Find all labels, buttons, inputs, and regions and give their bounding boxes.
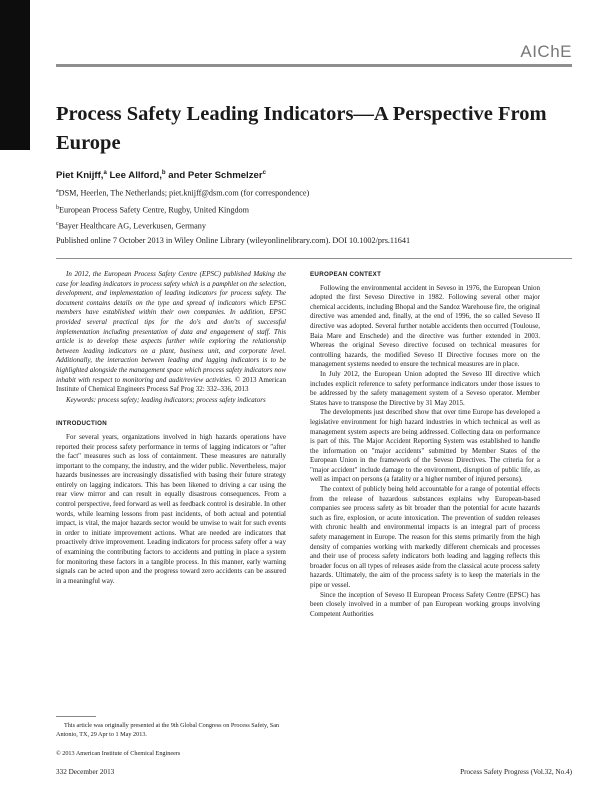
section-heading-european-context: EUROPEAN CONTEXT: [310, 271, 382, 278]
publisher-logo: AIChE: [520, 42, 572, 61]
affiliation: [56, 201, 556, 218]
header-rule: [56, 64, 572, 67]
author-sup: b: [161, 170, 166, 176]
left-column: [56, 270, 286, 586]
footer-journal: Process Safety Progress (Vol.32, No.4): [460, 768, 572, 776]
affiliation-text: Bayer Healthcare AG, Leverkusen, Germany: [58, 222, 206, 232]
paragraph: Since the inception of Seveso II European Process Safety Centre (EPSC) has been closely involved in a number of pan European working groups involving Competent Authorities: [310, 590, 540, 618]
paragraph: For several years, organizations involved in high hazards operations have reported their process safety performance in terms of lagging indicators or "after the fact" measures such as loss of containment. These measures are naturally important to the company, the industry, and the wider public. Nevertheless, major hazards businesses are increasingly dissatisfied with basing their future strategy entirely on lagging indicators. This has been likened to driving a car using the rear view mirror and can result in equally disastrous consequences. From a control perspective, feed forward as well as feedback control is desirable. In other words, while learning lessons from past incidents, of both actual and potential impact, is vital, the major hazards sector would be unwise to wait for such events in order to initiate improvement actions. What are needed are indicators that proactively drive improvement. Leading indicators for process safety offer a way of examining the contributing factors to accidents and putting in place a system for monitoring these factors in a tangible process. In this manner, early warning signals can be acted upon and the progress toward zero accidents can be assured in a meaningful way.: [56, 432, 286, 585]
publication-info: Published online 7 October 2013 in Wiley Online Library (wileyonlinelibrary.com). DOI 10.1002/prs.11641: [56, 236, 411, 245]
affiliation-text: DSM, Heerlen, The Netherlands; piet.knijff@dsm.com (for correspondence): [58, 188, 310, 198]
section-heading-introduction: INTRODUCTION: [56, 420, 108, 428]
affiliation: [56, 217, 556, 234]
affiliation-sup: c: [56, 221, 59, 228]
abstract-citation: © 2013 American Institute of Chemical Engineers Process Saf Prog 32: 332–336, 2013: [56, 375, 286, 394]
footnote: [56, 722, 286, 739]
abstract-text: In 2012, the European Process Safety Centre (EPSC) published Making the case for leading indicators in process safety which is a pamphlet on the selection, development, and implementation of leading indicators for process safety. The document contains details on the type and spread of indicators which EPSC members have established within their own companies. In addition, EPSC provided several practical tips for the do's and don'ts of successful implementation including presentation of data and engagement of staff. This article is to develop these aspects further while exploring the relationship between leading indicators on a plant, business unit, and corporate level. Additionally, the interaction between leading and lagging indicators is to be highlighted alongside the management space which process safety indicators now inhabit with respect to monitoring and audit/review activities.: [56, 270, 286, 384]
affiliation: [56, 184, 556, 201]
affiliation-sup: a: [56, 188, 59, 194]
paragraph: The developments just described show that over time Europe has developed a legislative environment for high hazard industries in which technical as well as management system aspects are being addressed. Collecting data on performance is part of this. The Major Accident Reporting System was established to handle the information on "major accidents" submitted by Member States of the European Union in the framework of the Seveso Directives. The criteria for a "major accident" include damage to the environment, disruption of public life, as well as impact on persons (a fatality or a higher number of injured persons).: [310, 408, 540, 484]
affiliation-sup: b: [56, 204, 59, 211]
author-line: [56, 170, 266, 181]
paragraph: In July 2012, the European Union adopted the Seveso III directive which includes explicit reference to safety performance indicators under those issues to be addressed by the safety management system of a Seveso operator. Member States have to transpose the Directive by 31 May 2015.: [310, 369, 540, 407]
section-rule: [56, 258, 572, 259]
footnote-rule: [56, 716, 96, 717]
footnote-text: This article was originally presented at the 9th Global Congress on Process Safety, San Antonio, TX, 29 Apr to 1 May 2013.: [56, 722, 280, 738]
footer-page-date: 332 December 2013: [56, 768, 115, 776]
affiliation-text: European Process Safety Centre, Rugby, United Kingdom: [59, 205, 250, 215]
keywords: Keywords: process safety; leading indicators; process safety indicators: [66, 395, 266, 404]
author-sup: c: [262, 170, 266, 176]
author-sup: a: [103, 170, 107, 176]
right-column: [310, 270, 540, 619]
abstract: [56, 270, 286, 395]
author-name: Piet Knijff,: [56, 170, 104, 182]
author-name: and Peter Schmelzer: [165, 170, 263, 182]
copyright-notice: © 2013 American Institute of Chemical Engineers: [56, 750, 181, 757]
paragraph: Following the environmental accident in Seveso in 1976, the European Union adopted the first Seveso Directive in 1982. Following several other major chemical accidents, including Bhopal and the Sandoz Warehouse fire, the original directive was amended and, finally, at the end of 1996, the so called Seveso II directive was adopted. Several further notable accidents then occurred (Toulouse, Baia Mare and Enschede) and the directive was further extended in 2003. Whereas the original Seveso directive focused on technical measures for controlling hazards, the modified Seveso II Directive focuses more on the management systems needed to ensure the technical measures are in place.: [310, 283, 540, 369]
author-name: Lee Allford,: [106, 170, 162, 182]
paragraph: The context of publicly being held accountable for a range of potential effects from the release of hazardous substances explains why European-based companies see process safety as bit broader than the potential for acute hazards such as fire, explosion, or acute intoxication. The prevention of sudden releases with chronic health and environmental impacts is an integral part of process safety management in Europe. The reason for this stems primarily from the high density of companies working with markedly different chemicals and processes and their use of process safety indicators both leading and lagging reflects this broader focus on all types of releases aside from the classical acute process safety hazards. Ultimately, the aim of the process safety is to keep the materials in the pipe or vessel.: [310, 485, 540, 589]
article-title: Process Safety Leading Indicators—A Perspective From Europe: [56, 103, 547, 154]
black-edge-tab: [0, 0, 30, 150]
affiliations: [56, 184, 556, 234]
